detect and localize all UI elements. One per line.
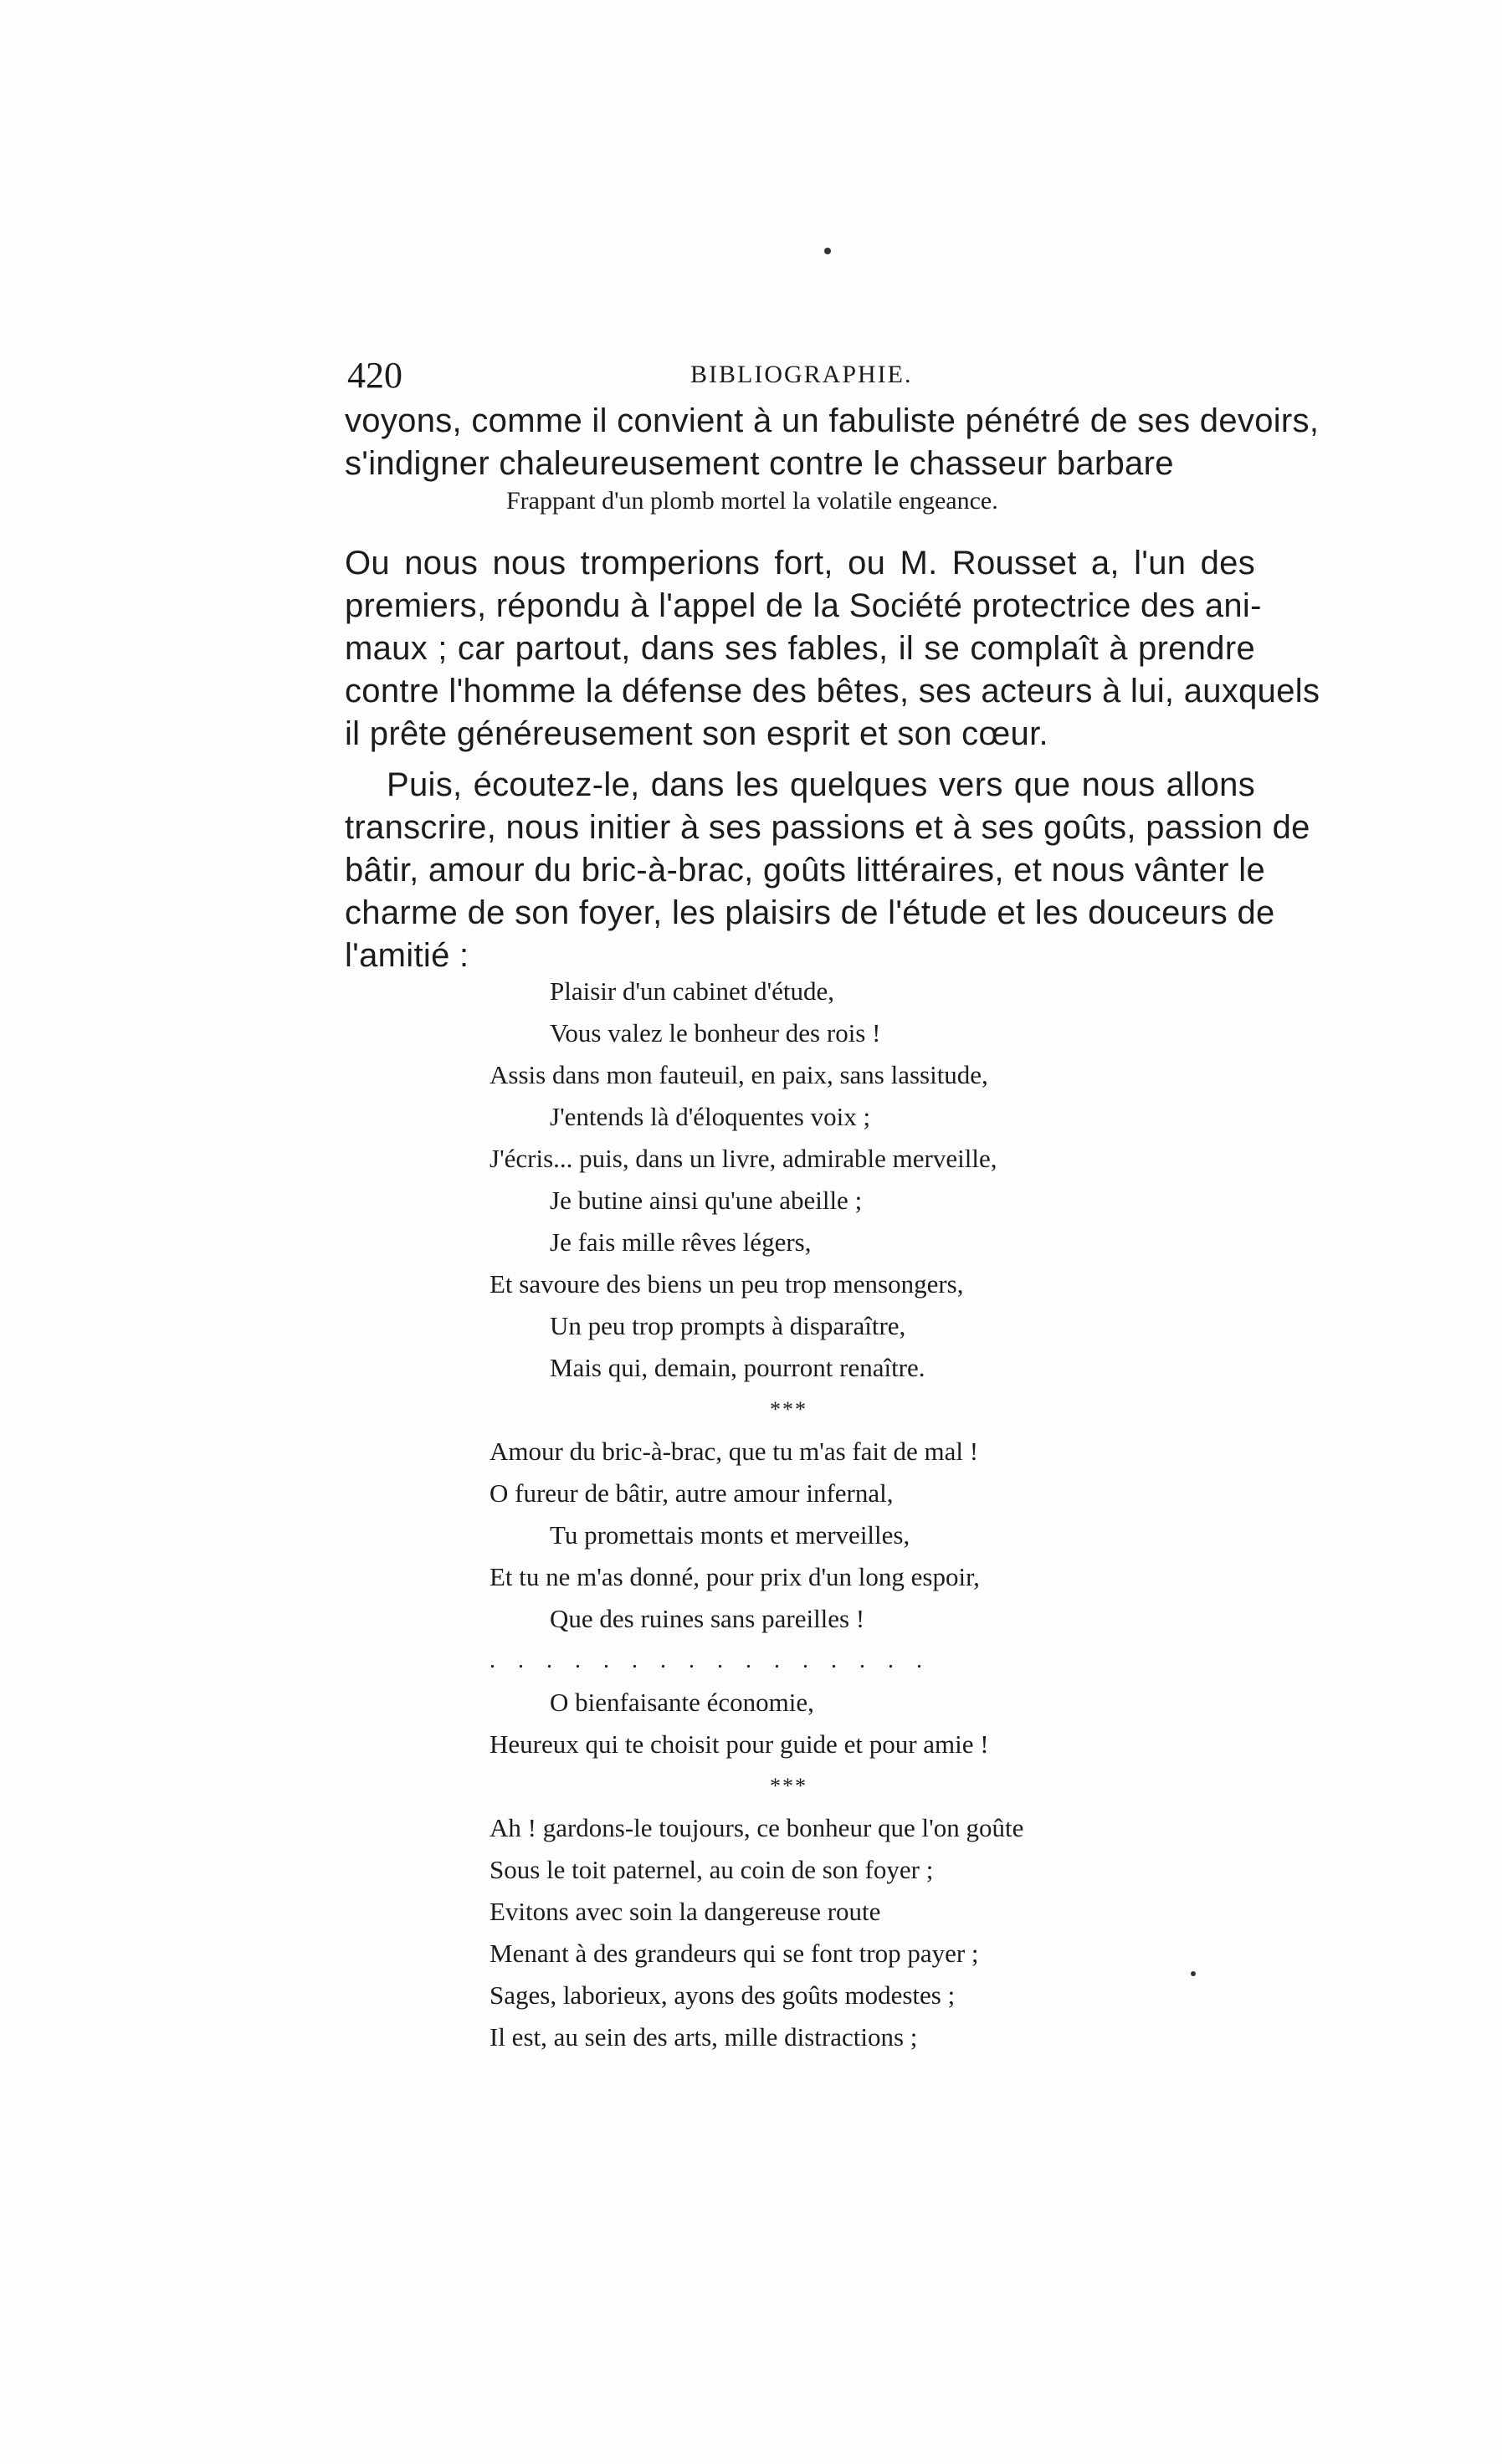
verse-line: Sous le toit paternel, au coin de son foyer ;	[490, 1855, 934, 1884]
text-line: s'indigner chaleureusement contre le chasseur barbare	[345, 445, 1174, 482]
verse-line: Que des ruines sans pareilles !	[550, 1604, 865, 1633]
verse-line: Sages, laborieux, ayons des goûts modestes ;	[490, 1980, 956, 2010]
stanza-separator: ***	[770, 1774, 807, 1798]
text-line: charme de son foyer, les plaisirs de l'étude et les douceurs de	[345, 894, 1275, 931]
verse-line: Assis dans mon fauteuil, en paix, sans lassitude,	[490, 1060, 988, 1089]
verse-line: J'entends là d'éloquentes voix ;	[550, 1102, 871, 1131]
text-line: Puis, écoutez-le, dans les quelques vers que nous allons	[387, 766, 1255, 803]
text-line: bâtir, amour du bric-à-brac, goûts littéraires, et nous vânter le	[345, 852, 1266, 889]
verse-line: O bienfaisante économie,	[550, 1688, 814, 1717]
verse-line: Evitons avec soin la dangereuse route	[490, 1897, 881, 1926]
text-line: Ou nous nous tromperions fort, ou M. Rousset a, l'un des	[345, 545, 1255, 581]
page-number: 420	[347, 355, 402, 396]
text-line: premiers, répondu à l'appel de la Société protectrice des ani-	[345, 587, 1262, 624]
stanza-separator: ***	[770, 1397, 807, 1422]
verse-line: Et tu ne m'as donné, pour prix d'un long espoir,	[490, 1562, 980, 1591]
verse-line: Plaisir d'un cabinet d'étude,	[550, 976, 835, 1006]
verse-line: Vous valez le bonheur des rois !	[550, 1018, 881, 1048]
paragraph-puis	[345, 764, 1310, 977]
running-title: BIBLIOGRAPHIE.	[690, 361, 913, 388]
verse-line: Heureux qui te choisit pour guide et pour amie !	[490, 1729, 989, 1759]
text-line: maux ; car partout, dans ses fables, il se complaît à prendre	[345, 630, 1255, 667]
verse-line: J'écris... puis, dans un livre, admirable merveille,	[490, 1144, 997, 1173]
verse-line: Amour du bric-à-brac, que tu m'as fait de mal !	[490, 1437, 979, 1466]
verse-line: O fureur de bâtir, autre amour infernal,	[490, 1478, 894, 1508]
verse-line: Menant à des grandeurs qui se font trop payer ;	[490, 1939, 979, 1968]
poem	[490, 971, 1243, 2058]
verse-line: Un peu trop prompts à disparaître,	[550, 1311, 906, 1340]
quoted-verse: Frappant d'un plomb mortel la volatile engeance.	[506, 487, 998, 515]
verse-line: Mais qui, demain, pourront renaître.	[550, 1353, 925, 1382]
ink-speck	[824, 248, 831, 254]
verse-line: Et savoure des biens un peu trop mensongers,	[490, 1269, 964, 1299]
text-line: il prête généreusement son esprit et son cœur.	[345, 715, 1048, 752]
paragraph-rousset	[345, 542, 1320, 756]
verse-line: Je butine ainsi qu'une abeille ;	[550, 1186, 863, 1215]
ink-speck	[1191, 1971, 1196, 1976]
verse-line: Je fais mille rêves légers,	[550, 1227, 812, 1257]
text-line: l'amitié :	[345, 937, 469, 974]
ellipsis-line: . . . . . . . . . . . . . . . .	[490, 1647, 930, 1673]
paragraph-intro	[345, 400, 1320, 485]
verse-line: Ah ! gardons-le toujours, ce bonheur que l'on goûte	[490, 1813, 1024, 1842]
verse-line: Il est, au sein des arts, mille distractions ;	[490, 2022, 918, 2052]
page-header	[347, 354, 1251, 404]
text-line: transcrire, nous initier à ses passions et à ses goûts, passion de	[345, 809, 1310, 846]
text-line: voyons, comme il convient à un fabuliste pénétré de ses devoirs,	[345, 402, 1320, 439]
text-line: contre l'homme la défense des bêtes, ses acteurs à lui, auxquels	[345, 673, 1320, 709]
verse-line: Tu promettais monts et merveilles,	[550, 1520, 910, 1550]
